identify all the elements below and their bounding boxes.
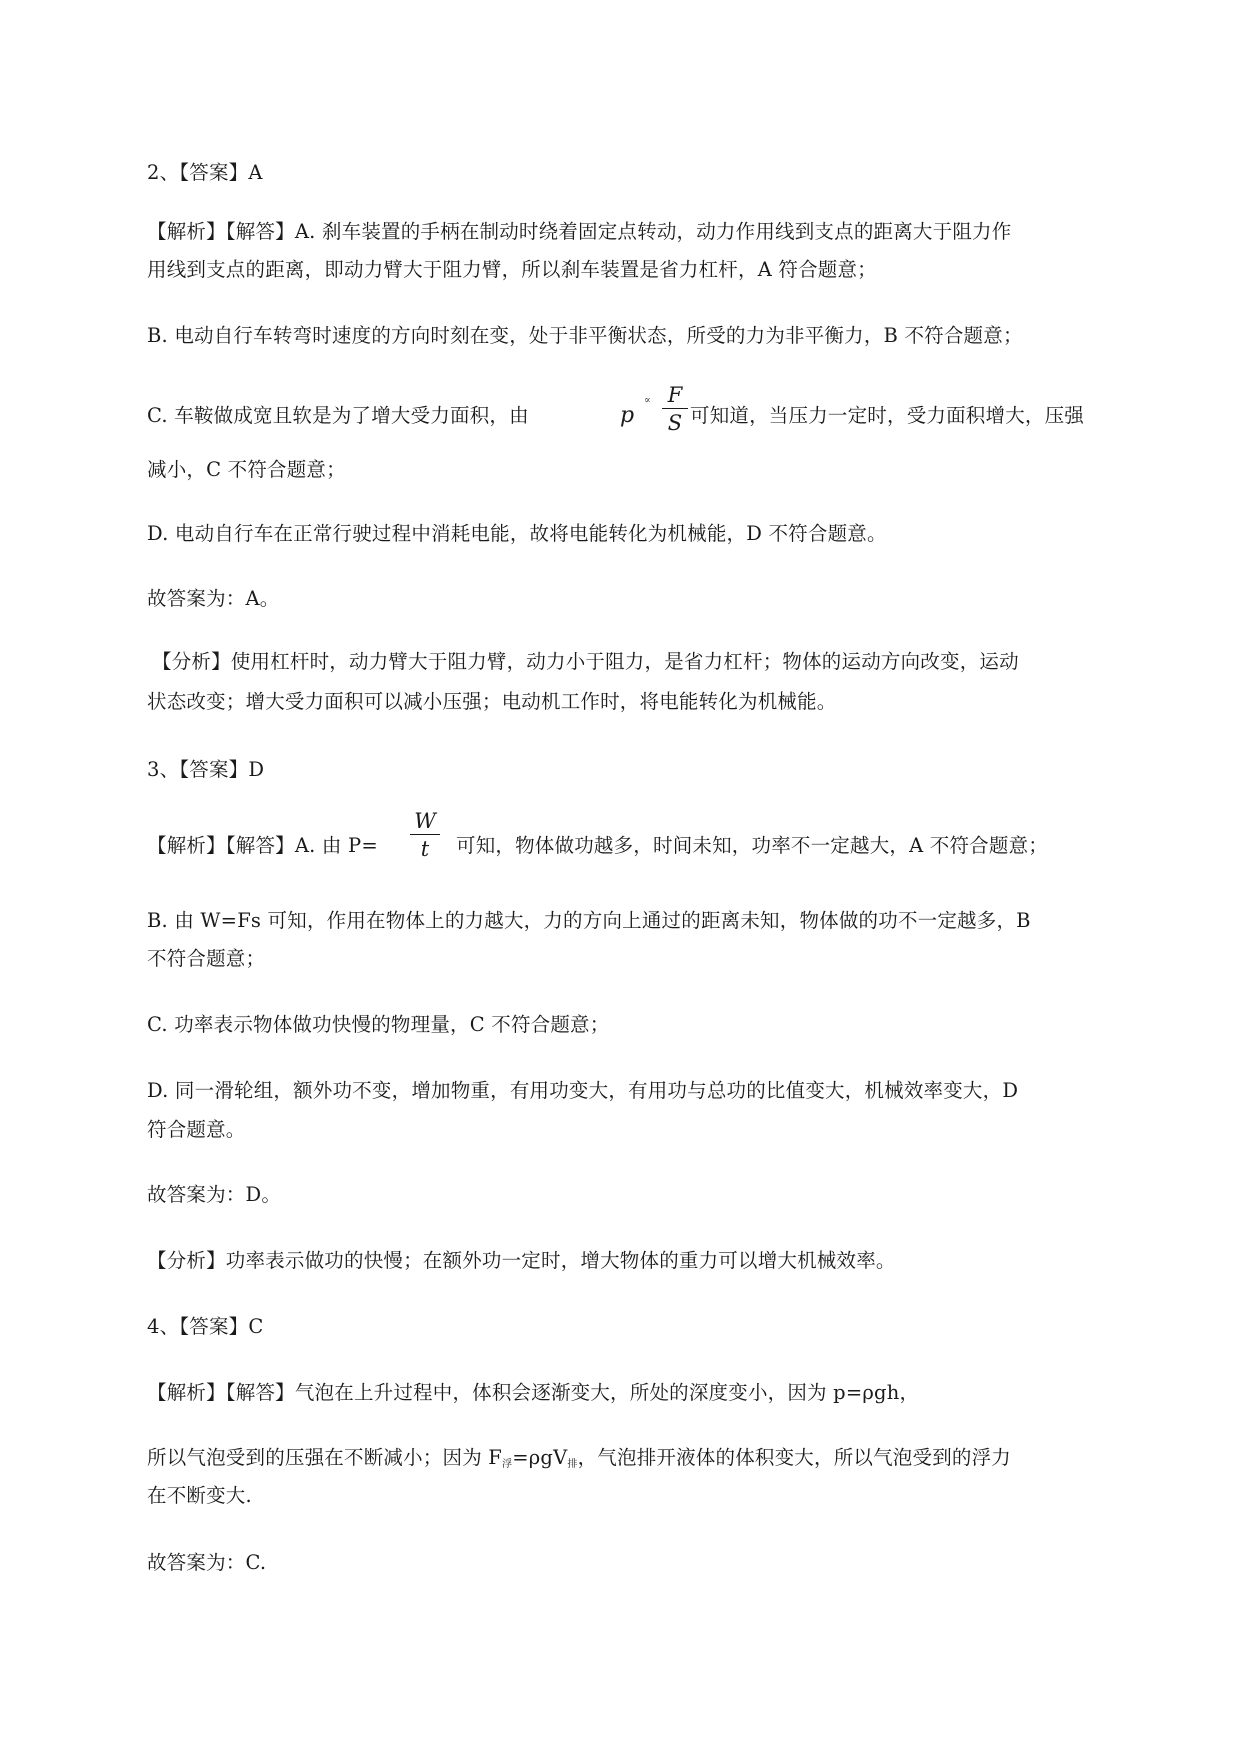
q3-option-a-post: 可知，物体做功越多，时间未知，功率不一定越大，A 不符合题意； xyxy=(456,834,1048,857)
q4-answer: 4、【答案】C xyxy=(147,1315,264,1338)
q4-conclusion: 故答案为：C. xyxy=(147,1551,267,1574)
work-over-time-fraction xyxy=(410,810,440,860)
proportional-symbol: ∝ xyxy=(644,395,651,406)
fraction-numerator: F xyxy=(667,383,683,407)
q4-analysis-line3: 在不断变大. xyxy=(147,1484,252,1507)
pressure-symbol: p xyxy=(620,403,635,428)
q2-option-c-post: 可知道，当压力一定时，受力面积增大，压强 xyxy=(690,404,1085,427)
q3-analysis-note: 【分析】功率表示做功的快慢；在额外功一定时，增大物体的重力可以增大机械效率。 xyxy=(147,1249,896,1272)
q3-answer: 3、【答案】D xyxy=(147,758,265,781)
buoyancy-subscript: 浮 xyxy=(502,1459,513,1470)
q2-option-c-pre: C. 车鞍做成宽且软是为了增大受力面积，由 xyxy=(147,404,529,427)
q2-answer: 2、【答案】A xyxy=(147,161,263,184)
q2-option-b: B. 电动自行车转弯时速度的方向时刻在变，处于非平衡状态，所受的力为非平衡力，B 不符合题意； xyxy=(147,324,1023,347)
q3-option-a-pre: 【解析】【解答】A. 由 P= xyxy=(147,834,378,857)
force-over-area-fraction xyxy=(662,384,688,434)
q2-conclusion: 故答案为：A。 xyxy=(147,587,280,610)
q2-option-d: D. 电动自行车在正常行驶过程中消耗电能，故将电能转化为机械能，D 不符合题意。 xyxy=(147,522,887,545)
q3-option-b-line1: B. 由 W=Fs 可知，作用在物体上的力越大，力的方向上通过的距离未知，物体做的功不一定越多，B xyxy=(147,909,1031,932)
q2-analysis-line1: 【解析】【解答】A. 刹车装置的手柄在制动时绕着固定点转动，动力作用线到支点的距离大于阻力作 xyxy=(147,220,1012,243)
fraction-bar xyxy=(662,408,688,409)
q2-analysis-line2: 用线到支点的距离，即动力臂大于阻力臂，所以刹车装置是省力杠杆，A 符合题意； xyxy=(147,258,877,281)
q2-analysis-note-line2: 状态改变；增大受力面积可以减小压强；电动机工作时，将电能转化为机械能。 xyxy=(147,690,837,713)
q3-option-d-line1: D. 同一滑轮组，额外功不变，增加物重，有用功变大，有用功与总功的比值变大，机械效率变大，D xyxy=(147,1079,1019,1102)
q3-option-c: C. 功率表示物体做功快慢的物理量，C 不符合题意； xyxy=(147,1013,610,1036)
q3-option-d-line2: 符合题意。 xyxy=(147,1118,246,1141)
fraction-numerator: W xyxy=(414,809,436,833)
q4-line2-mid: =ρgV xyxy=(512,1446,568,1469)
fraction-denominator: S xyxy=(667,411,683,435)
q4-analysis-line1: 【解析】【解答】气泡在上升过程中，体积会逐渐变大，所处的深度变小，因为 p=ρgh， xyxy=(147,1381,920,1404)
q4-line2-pre: 所以气泡受到的压强在不断减小；因为 F xyxy=(147,1446,503,1469)
q4-line2-post: ，气泡排开液体的体积变大，所以气泡受到的浮力 xyxy=(577,1446,1012,1469)
q4-analysis-line2 xyxy=(147,1446,1011,1477)
displaced-subscript: 排 xyxy=(567,1459,578,1470)
q2-option-c-line2: 减小，C 不符合题意； xyxy=(147,458,346,481)
q3-option-b-line2: 不符合题意； xyxy=(147,947,266,970)
q2-analysis-note-line1: 【分析】使用杠杆时，动力臂大于阻力臂，动力小于阻力，是省力杠杆；物体的运动方向改变，运动 xyxy=(152,650,1019,673)
fraction-denominator: t xyxy=(420,837,430,861)
q3-conclusion: 故答案为：D。 xyxy=(147,1183,282,1206)
fraction-bar xyxy=(410,834,440,835)
